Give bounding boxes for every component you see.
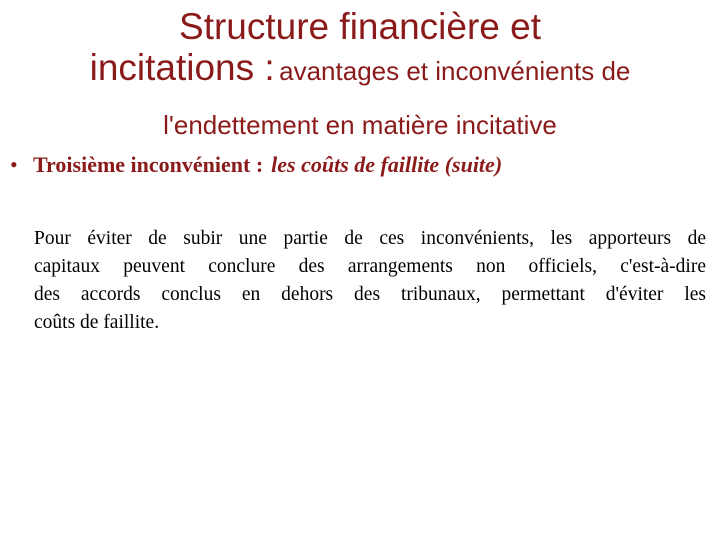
body-line-3: des accords conclus en dehors des tribunaux, permettant d'éviter les xyxy=(34,284,706,305)
title-line-2-main: incitations : xyxy=(89,47,275,88)
title-line-2-sub: avantages et inconvénients de xyxy=(279,56,631,86)
body-paragraph xyxy=(34,225,706,337)
title-line-3: l'endettement en matière incitative xyxy=(163,110,557,140)
body-line-4: coûts de faillite. xyxy=(34,312,160,333)
bullet-item xyxy=(10,151,710,179)
title-line-2 xyxy=(0,47,720,88)
bullet-label: Troisième inconvénient : xyxy=(33,152,264,177)
body-line-1: Pour éviter de subir une partie de ces inconvénients, les apporteurs de xyxy=(34,228,706,249)
bullet-topic: les coûts de faillite (suite) xyxy=(271,152,503,177)
slide-title xyxy=(0,6,720,140)
title-line-1: Structure financière et xyxy=(179,6,541,47)
bullet-marker: • xyxy=(10,152,18,177)
body-line-2: capitaux peuvent conclure des arrangements non officiels, c'est-à-dire xyxy=(34,256,706,277)
